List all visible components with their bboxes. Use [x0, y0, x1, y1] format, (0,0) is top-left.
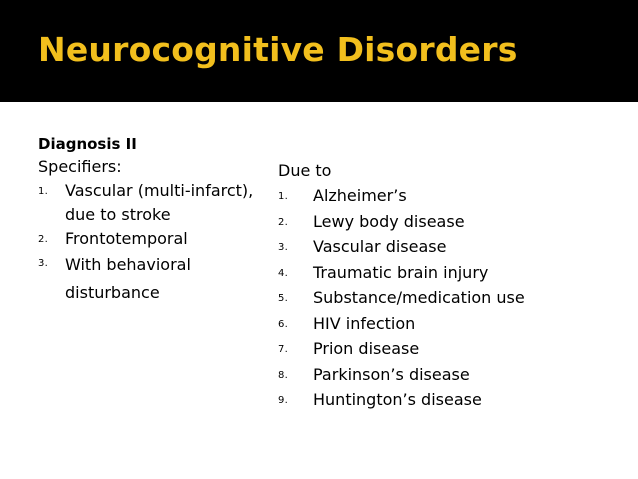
list-item	[38, 227, 258, 251]
list-number: 4.	[278, 267, 289, 279]
list-item	[278, 285, 618, 311]
list-number: 8.	[278, 369, 289, 381]
list-item-text: Vascular (multi-infarct), due to stroke	[65, 181, 254, 224]
list-item	[38, 251, 265, 307]
list-number: 9.	[278, 395, 289, 406]
list-item-text: Prion disease	[313, 339, 420, 358]
diagnosis-heading: Diagnosis II	[38, 135, 137, 153]
slide-title: Neurocognitive Disorders	[38, 30, 518, 69]
list-item	[278, 234, 618, 260]
list-item-text: Frontotemporal	[65, 229, 188, 248]
title-bar	[0, 0, 638, 102]
specifiers-list	[38, 179, 258, 307]
list-item	[38, 179, 255, 227]
list-item-text: Substance/medication use	[313, 288, 525, 307]
list-item	[278, 336, 618, 362]
list-item	[278, 209, 618, 235]
list-number: 2.	[278, 216, 289, 228]
list-number: 5.	[278, 293, 289, 304]
list-number: 2.	[38, 234, 49, 245]
causes-list	[278, 183, 618, 413]
list-item	[278, 387, 618, 413]
list-number: 1.	[38, 186, 49, 197]
specifiers-label: Specifiers:	[38, 157, 122, 176]
list-item-text: HIV infection	[313, 313, 416, 333]
list-item	[278, 260, 618, 286]
due-to-label: Due to	[278, 161, 332, 180]
list-item-text: Huntington’s disease	[313, 390, 482, 409]
list-number: 7.	[278, 344, 289, 355]
right-column	[278, 159, 618, 413]
list-item-text: Alzheimer’s	[313, 186, 407, 205]
list-item-text: Vascular disease	[313, 237, 447, 256]
list-number: 3.	[38, 258, 49, 269]
list-item-text: Parkinson’s disease	[313, 364, 470, 384]
list-item	[278, 183, 618, 209]
list-item-text: Lewy body disease	[313, 211, 465, 231]
list-item-text: Traumatic brain injury	[313, 262, 489, 282]
list-item-text: With behavioral disturbance	[65, 255, 191, 302]
list-number: 3.	[278, 242, 289, 253]
list-number: 6.	[278, 318, 289, 330]
list-item	[278, 311, 618, 337]
list-item	[278, 362, 618, 388]
left-column	[38, 134, 258, 307]
list-number: 1.	[278, 191, 289, 202]
